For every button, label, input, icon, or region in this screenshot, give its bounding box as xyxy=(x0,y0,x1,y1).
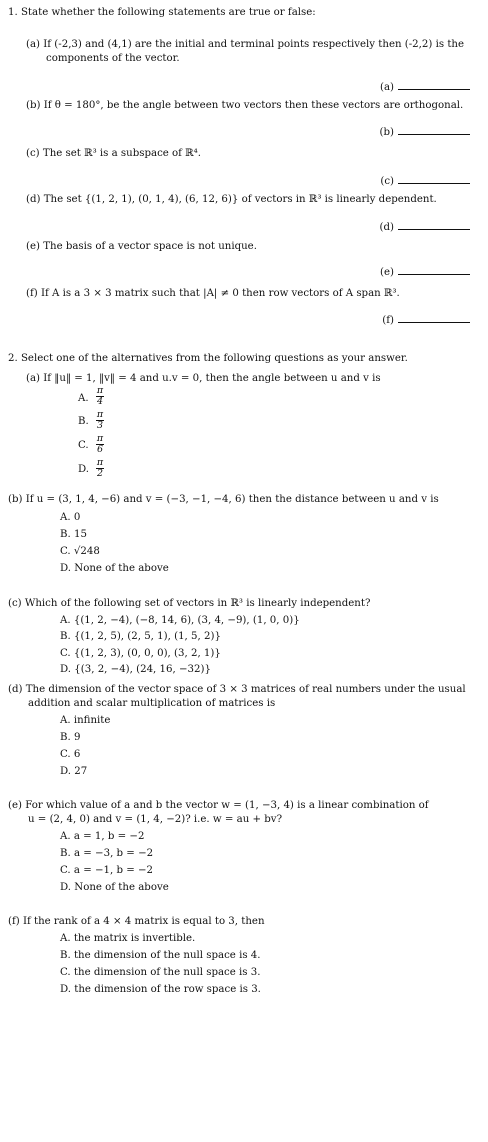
q1e-answer-blank[interactable] xyxy=(380,266,470,279)
q2a-option-a-num: π xyxy=(96,385,104,396)
q2d-option-d[interactable]: D. 27 xyxy=(60,766,88,777)
q1d-answer-blank[interactable] xyxy=(380,221,470,234)
q2a-option-d-label[interactable]: D. xyxy=(78,464,90,475)
q2a-option-c-fraction xyxy=(95,434,105,455)
q2f-stem: (f) If the rank of a 4 × 4 matrix is equal to 3, then xyxy=(8,916,265,927)
q2c-stem: (c) Which of the following set of vectors in ℝ³ is linearly independent? xyxy=(8,598,371,609)
q1b-blank-label: (b) xyxy=(379,127,394,138)
q2f-option-b[interactable]: B. the dimension of the null space is 4. xyxy=(60,950,261,961)
q2a-option-b-den: 3 xyxy=(96,420,104,431)
q2b-option-a[interactable]: A. 0 xyxy=(60,512,81,523)
q1f-answer-blank[interactable] xyxy=(382,314,470,327)
q2e-option-b[interactable]: B. a = −3, b = −2 xyxy=(60,848,154,859)
q2f-option-d[interactable]: D. the dimension of the row space is 3. xyxy=(60,984,261,995)
q2e-stem-line2: u = (2, 4, 0) and v = (1, 4, −2)? i.e. w = au + bv? xyxy=(28,814,283,825)
q1a-text-line2: components of the vector. xyxy=(46,53,180,64)
q2a-option-d-num: π xyxy=(96,457,104,468)
q2f-option-c[interactable]: C. the dimension of the null space is 3. xyxy=(60,967,261,978)
q2b-option-d[interactable]: D. None of the above xyxy=(60,563,169,574)
q1a-blank-label: (a) xyxy=(379,82,394,93)
q2b-option-b[interactable]: B. 15 xyxy=(60,529,87,540)
q2e-option-a[interactable]: A. a = 1, b = −2 xyxy=(60,831,145,842)
q2c-option-b[interactable]: B. {(1, 2, 5), (2, 5, 1), (1, 5, 2)} xyxy=(60,631,221,642)
q2e-stem-line1: (e) For which value of a and b the vector w = (1, −3, 4) is a linear combination of xyxy=(8,800,429,811)
q1e-blank-label: (e) xyxy=(380,267,394,278)
q1f-blank-label: (f) xyxy=(382,315,394,326)
q1d-text: (d) The set {(1, 2, 1), (0, 1, 4), (6, 12, 6)} of vectors in ℝ³ is linearly dependent. xyxy=(26,194,437,205)
q2e-option-c[interactable]: C. a = −1, b = −2 xyxy=(60,865,154,876)
q2d-stem-line1: (d) The dimension of the vector space of 3 × 3 matrices of real numbers under the usual xyxy=(8,684,466,695)
q2d-option-b[interactable]: B. 9 xyxy=(60,732,81,743)
q2-title: 2. Select one of the alternatives from the following questions as your answer. xyxy=(8,353,408,364)
q2a-option-b-fraction xyxy=(95,410,105,431)
q1a-answer-blank[interactable] xyxy=(380,81,470,94)
q1e-text: (e) The basis of a vector space is not unique. xyxy=(26,241,257,252)
q1d-blank-label: (d) xyxy=(379,222,394,233)
q2a-stem: (a) If ‖u‖ = 1, ‖v‖ = 4 and u.v = 0, then the angle between u and v is xyxy=(26,373,381,384)
q1c-text: (c) The set ℝ³ is a subspace of ℝ⁴. xyxy=(26,148,201,159)
q2c-option-a[interactable]: A. {(1, 2, −4), (−8, 14, 6), (3, 4, −9), (1, 0, 0)} xyxy=(60,615,300,626)
q1b-answer-blank[interactable] xyxy=(380,126,470,139)
q2a-option-c-label[interactable]: C. xyxy=(78,440,89,451)
q2d-stem-line2: addition and scalar multiplication of matrices is xyxy=(28,698,276,709)
q2e-option-d[interactable]: D. None of the above xyxy=(60,882,169,893)
q2a-option-a-den: 4 xyxy=(96,396,104,407)
q1a-text-line1: (a) If (-2,3) and (4,1) are the initial and terminal points respectively then (-2,2) is the xyxy=(26,39,465,50)
q2a-option-c-num: π xyxy=(96,433,104,444)
q2a-option-d-den: 2 xyxy=(96,468,104,479)
q2a-option-d-fraction xyxy=(95,458,105,479)
q2c-option-c[interactable]: C. {(1, 2, 3), (0, 0, 0), (3, 2, 1)} xyxy=(60,648,221,659)
q2a-option-c-den: 6 xyxy=(96,444,104,455)
q1f-text: (f) If A is a 3 × 3 matrix such that |A| ≠ 0 then row vectors of A span ℝ³. xyxy=(26,288,400,299)
q2b-option-c[interactable]: C. √248 xyxy=(60,546,100,557)
q1b-text: (b) If θ = 180°, be the angle between two vectors then these vectors are orthogonal. xyxy=(26,100,464,111)
q2d-option-c[interactable]: C. 6 xyxy=(60,749,81,760)
q2a-option-b-label[interactable]: B. xyxy=(78,416,89,427)
q2f-option-a[interactable]: A. the matrix is invertible. xyxy=(60,933,196,944)
q1-title: 1. State whether the following statements are true or false: xyxy=(8,7,316,18)
q2a-option-a-fraction xyxy=(95,386,105,407)
q2d-option-a[interactable]: A. infinite xyxy=(60,715,111,726)
q2a-option-a-label[interactable]: A. xyxy=(78,393,89,404)
q1c-answer-blank[interactable] xyxy=(380,175,470,188)
q2a-option-b-num: π xyxy=(96,409,104,420)
q2c-option-d[interactable]: D. {(3, 2, −4), (24, 16, −32)} xyxy=(60,664,211,675)
q1c-blank-label: (c) xyxy=(380,176,394,187)
q2b-stem: (b) If u = (3, 1, 4, −6) and v = (−3, −1, −4, 6) then the distance between u and v is xyxy=(8,494,439,505)
